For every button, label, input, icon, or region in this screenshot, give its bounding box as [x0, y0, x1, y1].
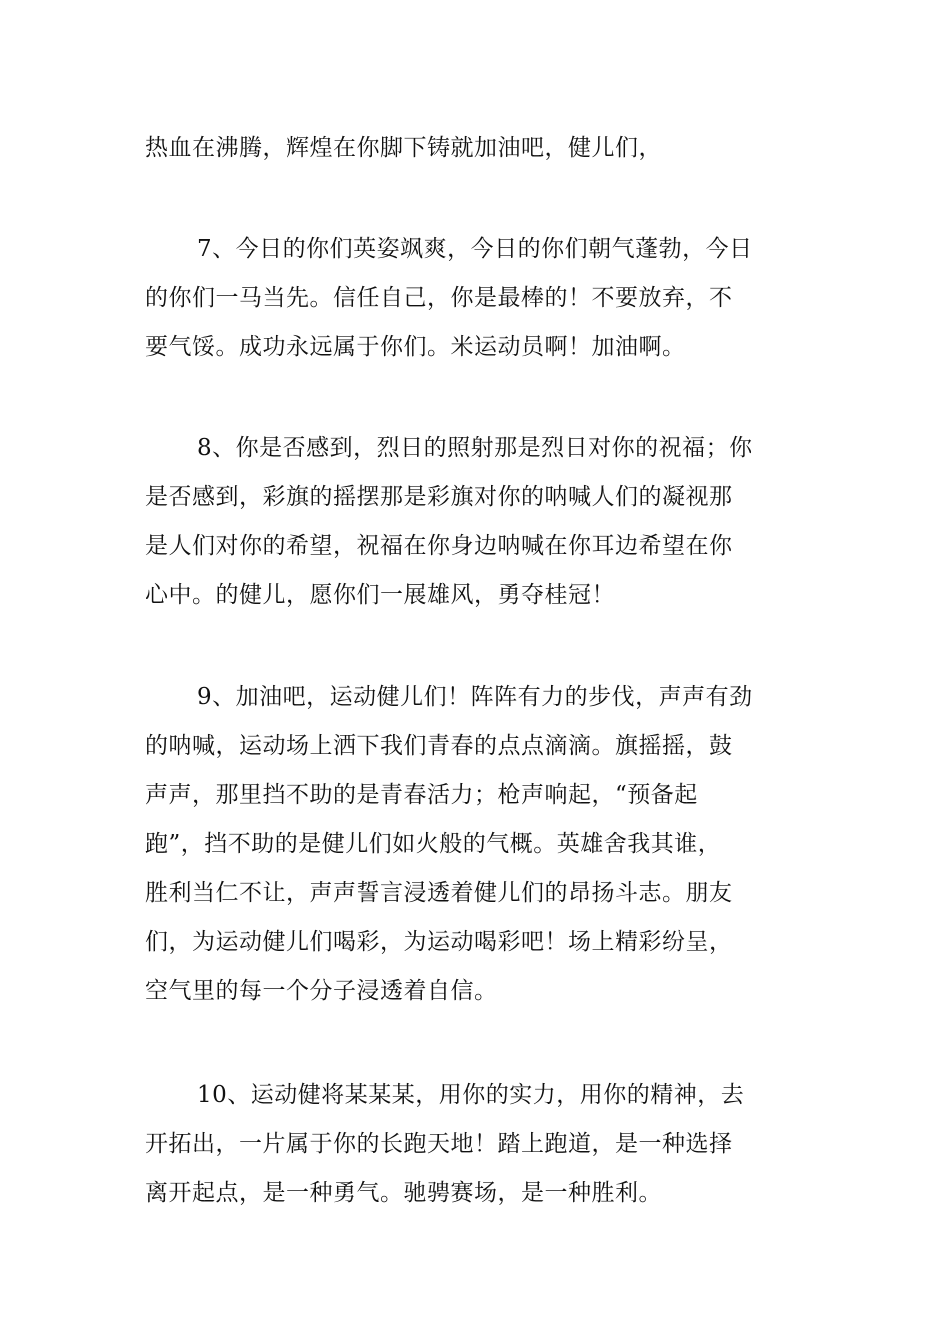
paragraph-7	[145, 225, 807, 372]
text-line: 离开起点，是一种勇气。驰骋赛场，是一种胜利。	[145, 1180, 662, 1206]
paragraph-9	[145, 673, 807, 1016]
text-line: 心中。的健儿，愿你们一展雄风，勇夺桂冠！	[145, 582, 615, 608]
text-line: 的呐喊，运动场上洒下我们青春的点点滴滴。旗摇摇，鼓	[145, 733, 733, 759]
paragraph-8	[145, 424, 807, 620]
text-line: 空气里的每一个分子浸透着自信。	[145, 978, 498, 1004]
text-line: 是否感到，彩旗的摇摆那是彩旗对你的呐喊人们的凝视那	[145, 484, 733, 510]
text-line: 开拓出，一片属于你的长跑天地！踏上跑道，是一种选择	[145, 1131, 733, 1157]
text-line: 要气馁。成功永远属于你们。米运动员啊！加油啊。	[145, 334, 686, 360]
text-line: 热血在沸腾，辉煌在你脚下铸就加油吧，健儿们，	[145, 135, 662, 161]
text-line: 7、今日的你们英姿飒爽，今日的你们朝气蓬勃，今日	[197, 236, 753, 262]
paragraph-6-ending	[145, 124, 807, 173]
text-line: 们，为运动健儿们喝彩，为运动喝彩吧！场上精彩纷呈，	[145, 929, 733, 955]
text-line: 胜利当仁不让，声声誓言浸透着健儿们的昂扬斗志。朋友	[145, 880, 733, 906]
text-line: 跑”，挡不助的是健儿们如火般的气概。英雄舍我其谁，	[145, 831, 722, 857]
text-line: 8、你是否感到，烈日的照射那是烈日对你的祝福；你	[197, 435, 753, 461]
text-line: 9、加油吧，运动健儿们！阵阵有力的步伐，声声有劲	[197, 684, 753, 710]
text-line: 的你们一马当先。信任自己，你是最棒的！不要放弃，不	[145, 285, 733, 311]
paragraph-10	[145, 1071, 807, 1218]
text-line: 10、运动健将某某某，用你的实力，用你的精神，去	[197, 1082, 745, 1108]
text-line: 声声，那里挡不助的是青春活力；枪声响起，“预备起	[145, 782, 698, 808]
text-line: 是人们对你的希望，祝福在你身边呐喊在你耳边希望在你	[145, 533, 733, 559]
